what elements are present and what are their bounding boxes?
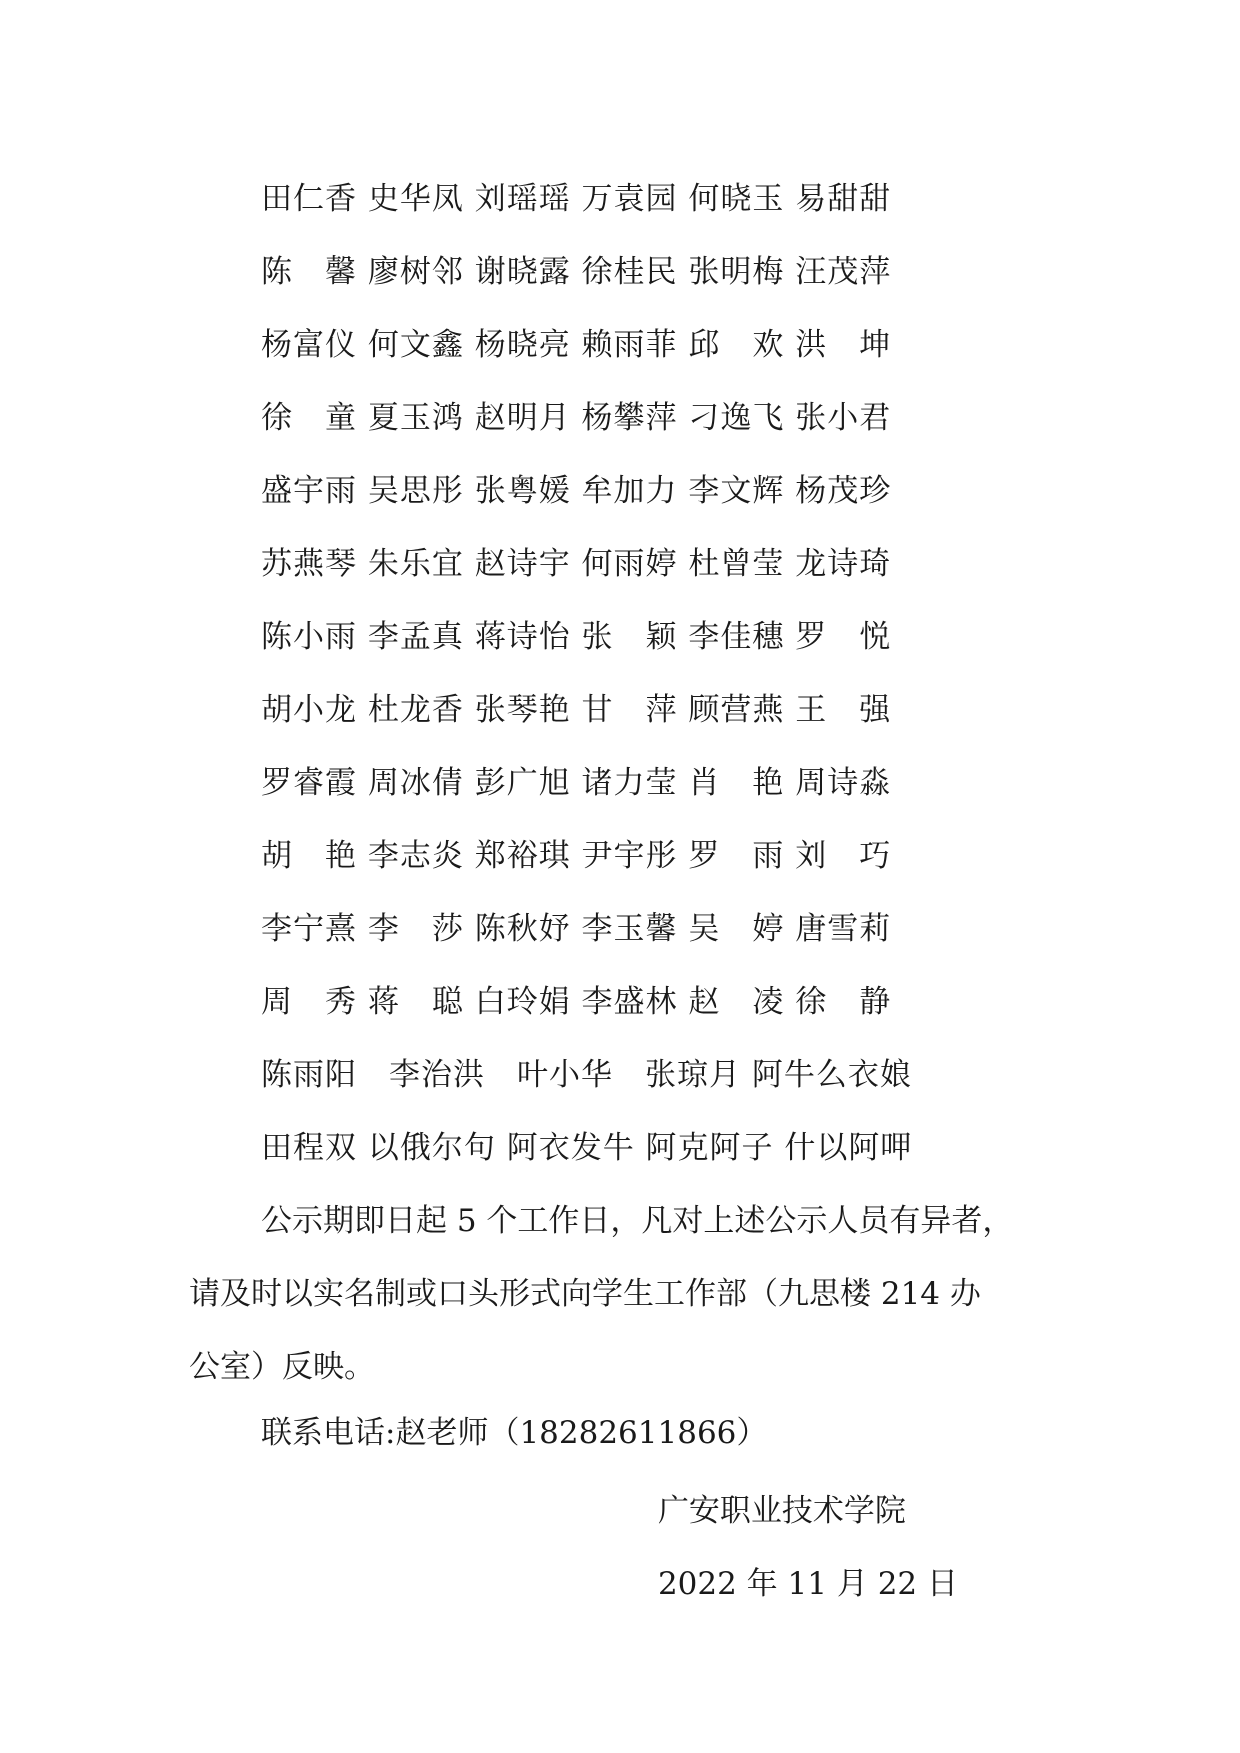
name-row: 陈 馨 廖树邻 谢晓露 徐桂民 张明梅 汪茂萍 bbox=[261, 254, 892, 290]
name-row: 徐 童 夏玉鸿 赵明月 杨攀萍 刁逸飞 张小君 bbox=[261, 400, 892, 436]
name-row: 苏燕琴 朱乐宜 赵诗宇 何雨婷 杜曾莹 龙诗琦 bbox=[261, 546, 892, 582]
name-list bbox=[261, 170, 1021, 1192]
organization-name: 广安职业技术学院 bbox=[657, 1493, 906, 1529]
name-row: 陈雨阳 李治洪 叶小华 张琼月 阿牛么衣娘 bbox=[261, 1057, 912, 1093]
name-row: 罗睿霞 周冰倩 彭广旭 诸力莹 肖 艳 周诗淼 bbox=[261, 765, 892, 801]
name-row: 李宁熹 李 莎 陈秋妤 李玉馨 吴 婷 唐雪莉 bbox=[261, 911, 892, 947]
issue-date: 2022 年 11 月 22 日 bbox=[657, 1566, 958, 1602]
notice-line-2: 请及时以实名制或口头形式向学生工作部（九思楼 214 办 bbox=[189, 1276, 981, 1312]
name-row: 胡 艳 李志炎 郑裕琪 尹宇彤 罗 雨 刘 巧 bbox=[261, 838, 892, 874]
name-row: 周 秀 蒋 聪 白玲娟 李盛林 赵 凌 徐 静 bbox=[261, 984, 892, 1020]
notice-line-1: 公示期即日起 5 个工作日，凡对上述公示人员有异者， bbox=[261, 1203, 1014, 1239]
name-row: 胡小龙 杜龙香 张琴艳 甘 萍 顾营燕 王 强 bbox=[261, 692, 892, 728]
name-row: 田仁香 史华凤 刘瑶瑶 万袁园 何晓玉 易甜甜 bbox=[261, 181, 892, 217]
notice-paragraph bbox=[189, 1185, 1049, 1404]
name-row: 田程双 以俄尔句 阿衣发牛 阿克阿子 什以阿呷 bbox=[261, 1130, 913, 1166]
notice-line-3: 公室）反映。 bbox=[189, 1349, 375, 1385]
signature-block bbox=[658, 1475, 958, 1621]
name-row: 陈小雨 李孟真 蒋诗怡 张 颖 李佳穗 罗 悦 bbox=[261, 619, 892, 655]
name-row: 杨富仪 何文鑫 杨晓亮 赖雨菲 邱 欢 洪 坤 bbox=[261, 327, 892, 363]
name-row: 盛宇雨 吴思彤 张粤媛 牟加力 李文辉 杨茂珍 bbox=[261, 473, 892, 509]
contact-line: 联系电话:赵老师（18282611866） bbox=[261, 1415, 768, 1451]
